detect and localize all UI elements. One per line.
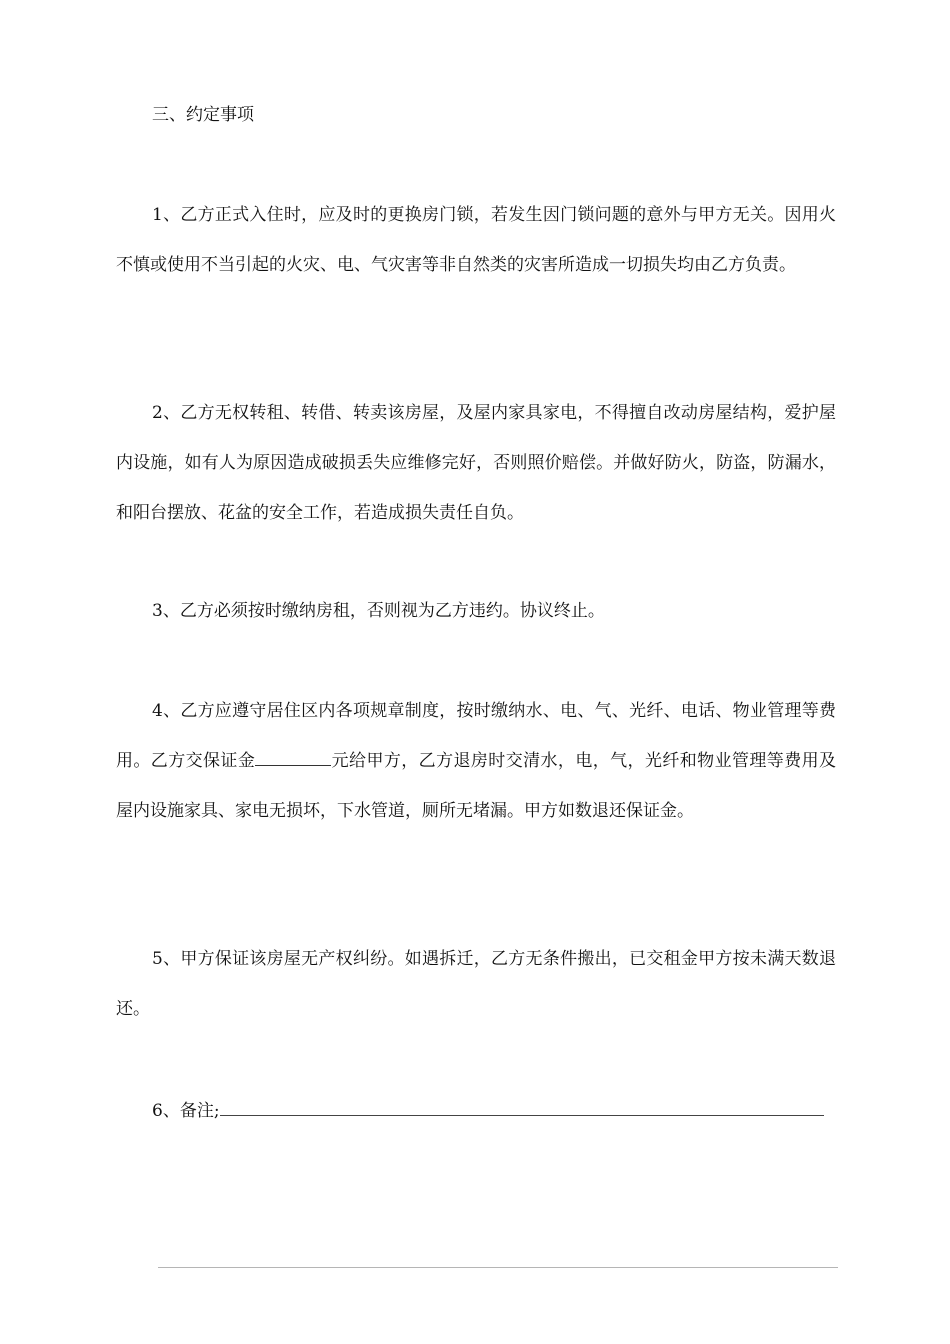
note-line <box>152 1096 824 1126</box>
deposit-amount-blank <box>255 751 331 766</box>
clause-4-text-before-blank: 4、乙方应遵守居住区内各项规章制度，按时缴纳水、电、气、光纤、电话、物业管理等费用。乙方交保证金 <box>116 701 836 771</box>
clause-2: 2、乙方无权转租、转借、转卖该房屋，及屋内家具家电，不得擅自改动房屋结构，爱护屋内设施，如有人为原因造成破损丢失应维修完好，否则照价赔偿。并做好防火，防盗，防漏水，和阳台摆放、花盆的安全工作，若造成损失责任自负。 <box>116 403 836 523</box>
clause-5: 5、甲方保证该房屋无产权纠纷。如遇拆迁，乙方无条件搬出，已交租金甲方按未满天数退还。 <box>116 949 836 1019</box>
note-label: 6、备注; <box>152 1101 220 1121</box>
footer-divider <box>158 1267 838 1268</box>
note-blank <box>220 1099 824 1116</box>
clause-4-text-after-blank: 元给甲方，乙方退房时交清水，电，气，光纤和物业管理等费用及屋内设施家具、家电无损坏，下水管道，厕所无堵漏。甲方如数退还保证金。 <box>116 751 837 821</box>
clause-4 <box>116 686 836 836</box>
section-heading: 三、约定事项 <box>152 105 254 125</box>
clause-3: 3、乙方必须按时缴纳房租，否则视为乙方违约。协议终止。 <box>152 601 605 621</box>
clause-1: 1、乙方正式入住时，应及时的更换房门锁，若发生因门锁问题的意外与甲方无关。因用火不慎或使用不当引起的火灾、电、气灾害等非自然类的灾害所造成一切损失均由乙方负责。 <box>116 205 836 275</box>
